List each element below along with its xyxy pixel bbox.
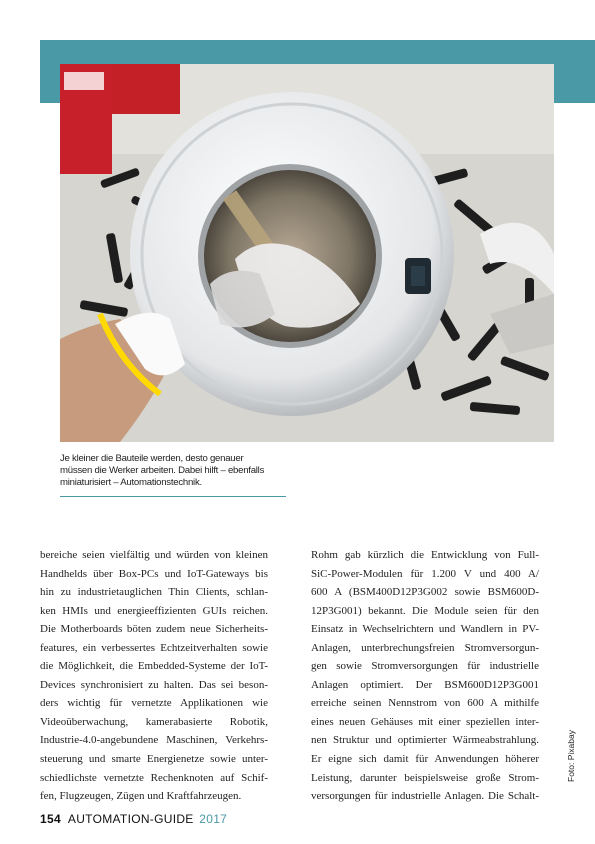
text-line: Industrie-4.0-angebundene Maschinen, Verkehrs- bbox=[40, 734, 268, 747]
text-line: steuerung und smarte Energienetze sowie unter- bbox=[40, 753, 268, 766]
text-line: 600 A (BSM400D12P3G002 sowie BSM600D- bbox=[311, 586, 539, 599]
text-line: Videoüberwachung, kamerabasierte Robotik, bbox=[40, 715, 268, 728]
text-line: features, ein verbessertes Echtzeitverhalten sowie bbox=[40, 641, 268, 654]
text-line: bereiche seien vielfältig und würden von kleinen bbox=[40, 549, 268, 561]
page-number: 154 bbox=[40, 812, 61, 826]
text-line: Anlagen optimiert. Der BSM600D12P3G001 bbox=[311, 678, 539, 691]
text-line: 12P3G001) bekannt. Die Module seien für den bbox=[311, 604, 539, 617]
photo-caption: Je kleiner die Bauteile werden, desto genauer müssen die Werker arbeiten. Dabei hilft – ebenfalls miniaturisiert – Automationstechnik. bbox=[60, 453, 265, 489]
magnifier-photo bbox=[60, 64, 554, 442]
text-line: nen Struktur und optimierter Wärmeabstrahlung. bbox=[311, 734, 539, 747]
text-line: hin zu industrietauglichen Thin Clients, schlan- bbox=[40, 586, 268, 599]
text-line: Anlagen, unterbrechungsfreien Stromversorgun- bbox=[311, 641, 539, 654]
text-line: schiedlichste vernetzte Rechenknoten auf Schif- bbox=[40, 771, 268, 784]
text-line: SiC-Power-Modulen für 1.200 V und 400 A/ bbox=[311, 567, 539, 580]
publication-name: AUTOMATION-GUIDE bbox=[67, 812, 194, 826]
page-footer bbox=[40, 812, 227, 826]
photo-credit: Foto: Pixabay bbox=[566, 730, 576, 782]
text-line: Devices synchronisiert zu halten. Das sei beson- bbox=[40, 678, 268, 691]
text-line: Leistung, darunter beispielsweise große Strom- bbox=[311, 771, 539, 784]
text-line: ken HMIs und energieeffizienten GUIs reichen. bbox=[40, 604, 268, 617]
article-column-right bbox=[311, 546, 539, 806]
text-line: eines neuen Gehäuses mit einer speziellen inter- bbox=[311, 715, 539, 728]
publication-year: 2017 bbox=[199, 812, 228, 826]
text-line: die Möglichkeit, die Embedded-Systeme der IoT- bbox=[40, 660, 268, 673]
text-line: fen, Flugzeugen, Zügen und Kraftfahrzeugen. bbox=[40, 790, 242, 803]
text-line: Handhelds über Box-PCs und IoT-Gateways bis bbox=[40, 567, 268, 580]
text-line: Er eigne sich damit für Anwendungen höherer bbox=[311, 753, 539, 766]
text-line: Einsatz in Wechselrichtern und Wandlern in PV- bbox=[311, 623, 539, 636]
text-line: gen sowie Stromversorgungen für industrielle bbox=[311, 660, 539, 673]
text-line: erreiche seinen Nennstrom von 600 A mithilfe bbox=[311, 697, 539, 710]
text-line: ders wichtig für vernetzte Applikationen wie bbox=[40, 697, 268, 710]
article-column-left bbox=[40, 546, 268, 806]
caption-divider bbox=[60, 496, 286, 497]
text-line: versorgungen für industrielle Anlagen. Die Schalt- bbox=[311, 790, 539, 803]
text-line: Rohm gab kürzlich die Entwicklung von Full- bbox=[311, 549, 539, 561]
text-line: Die Motherboards böten zudem neue Sicherheits- bbox=[40, 623, 268, 636]
